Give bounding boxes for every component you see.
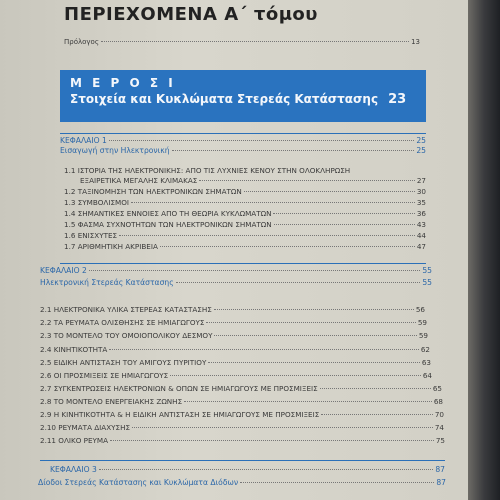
toc-entry-page: 64 <box>422 371 432 380</box>
leader-dots <box>214 309 414 310</box>
chapter-rule <box>60 133 426 134</box>
toc-entry <box>40 436 445 445</box>
toc-entry-page: 56 <box>415 305 425 314</box>
prologue-entry <box>64 38 420 46</box>
toc-entry-page: 59 <box>417 318 427 327</box>
toc-entry-text: 2.4 ΚΙΝΗΤΙΚΟΤΗΤΑ <box>40 345 108 354</box>
toc-entry <box>40 331 428 340</box>
toc-entry-text: 2.2 ΤΑ ΡΕΥΜΑΤΑ ΟΛΙΣΘΗΣΗΣ ΣΕ ΗΜΙΑΓΩΓΟΥΣ <box>40 318 205 327</box>
leader-dots <box>160 246 415 247</box>
toc-entry-page: 35 <box>416 198 426 207</box>
toc-entry-page: 59 <box>418 331 428 340</box>
chapter-page: 87 <box>435 465 445 474</box>
toc-entry-page: 27 <box>416 176 426 185</box>
page-title: ΠΕΡΙΕΧΟΜΕΝΑ Α΄ τόμου <box>64 4 318 25</box>
leader-dots <box>320 388 431 389</box>
part-title-line <box>70 92 406 107</box>
toc-entry-text: 1.6 ΕΝΙΣΧΥΤΕΣ <box>64 231 118 240</box>
leader-dots <box>170 375 421 376</box>
toc-entry <box>40 384 442 393</box>
toc-entry-text: 2.1 ΗΛΕΚΤΡΟΝΙΚΑ ΥΛΙΚΑ ΣΤΕΡΕΑΣ ΚΑΤΑΣΤΑΣΗΣ <box>40 305 212 314</box>
toc-entry-text: 2.3 ΤΟ ΜΟΝΤΕΛΟ ΤΟΥ ΟΜΟΙΟΠΟΛΙΚΟΥ ΔΕΣΜΟΥ <box>40 331 213 340</box>
chapter-rule <box>60 263 426 264</box>
chapter-1-label-entry <box>60 136 426 145</box>
leader-dots <box>240 482 434 483</box>
leader-dots <box>199 180 415 181</box>
toc-entry <box>64 231 426 240</box>
toc-entry-page: 62 <box>420 345 430 354</box>
leader-dots <box>244 191 415 192</box>
chapter-3-title-entry <box>38 478 446 487</box>
toc-entry-page: 65 <box>432 384 442 393</box>
part-label: Μ Ε Ρ Ο Σ Ι <box>70 76 176 90</box>
chapter-page: 25 <box>416 146 426 155</box>
toc-entry-text: 1.2 ΤΑΞΙΝΟΜΗΣΗ ΤΩΝ ΗΛΕΚΤΡΟΝΙΚΩΝ ΣΗΜΑΤΩΝ <box>64 187 242 196</box>
toc-entry-text: 2.5 ΕΙΔΙΚΗ ΑΝΤΙΣΤΑΣΗ ΤΟΥ ΑΜΙΓΟΥΣ ΠΥΡΙΤΙΟΥ <box>40 358 207 367</box>
chapter-label: ΚΕΦΑΛΑΙΟ 1 <box>60 136 107 145</box>
toc-entry <box>64 209 426 218</box>
leader-dots <box>110 440 434 441</box>
toc-entry <box>40 423 444 432</box>
toc-entry-text: 1.7 ΑΡΙΘΜΗΤΙΚΗ ΑΚΡΙΒΕΙΑ <box>64 242 158 251</box>
toc-entry-text: 2.6 ΟΙ ΠΡΟΣΜΙΞΕΙΣ ΣΕ ΗΜΙΑΓΩΓΟΥΣ <box>40 371 169 380</box>
chapter-rule <box>40 460 445 461</box>
toc-entry <box>64 187 426 196</box>
leader-dots <box>214 335 416 336</box>
leader-dots <box>274 224 415 225</box>
toc-entry-page: 47 <box>416 242 426 251</box>
toc-entry-text: 2.9 Η ΚΙΝΗΤΙΚΟΤΗΤΑ & Η ΕΙΔΙΚΗ ΑΝΤΙΣΤΑΣΗ ΣΕ ΗΜΙΑΓΩΓΟΥΣ ΜΕ ΠΡΟΣΜΙΞΕΙΣ <box>40 410 320 419</box>
leader-dots <box>109 140 415 141</box>
toc-entry-text: 2.11 ΟΛΙΚΟ ΡΕΥΜΑ <box>40 436 109 445</box>
leader-dots <box>109 349 419 350</box>
leader-dots <box>89 270 421 271</box>
leader-dots <box>131 202 415 203</box>
leader-dots <box>208 362 419 363</box>
leader-dots <box>119 235 415 236</box>
toc-entry-text: 1.1 ΙΣΤΟΡΙΑ ΤΗΣ ΗΛΕΚΤΡΟΝΙΚΗΣ: ΑΠΟ ΤΙΣ ΛΥΧΝΙΕΣ ΚΕΝΟΥ ΣΤΗΝ ΟΛΟΚΛΗΡΩΣΗ <box>64 166 351 175</box>
toc-entry <box>40 345 430 354</box>
toc-entry-text: 2.8 ΤΟ ΜΟΝΤΕΛΟ ΕΝΕΡΓΕΙΑΚΗΣ ΖΩΝΗΣ <box>40 397 183 406</box>
leader-dots <box>176 282 421 283</box>
toc-entry <box>80 176 426 185</box>
prologue-page: 13 <box>411 38 420 46</box>
toc-entry <box>64 220 426 229</box>
leader-dots <box>101 41 409 42</box>
toc-entry-text: 1.5 ΦΑΣΜΑ ΣΥΧΝΟΤΗΤΩΝ ΤΩΝ ΗΛΕΚΤΡΟΝΙΚΩΝ ΣΗΜΑΤΩΝ <box>64 220 272 229</box>
toc-entry <box>64 198 426 207</box>
leader-dots <box>99 469 434 470</box>
toc-entry <box>64 166 426 175</box>
toc-entry <box>64 242 426 251</box>
toc-entry-page: 43 <box>416 220 426 229</box>
chapter-page: 87 <box>436 478 446 487</box>
toc-entry-page: 70 <box>434 410 444 419</box>
chapter-page: 25 <box>416 136 426 145</box>
part-title: Στοιχεία και Κυκλώματα Στερεάς Κατάστασης <box>70 92 379 106</box>
toc-entry-page: 68 <box>433 397 443 406</box>
leader-dots <box>206 322 415 323</box>
toc-entry <box>40 305 425 314</box>
chapter-3-label-entry <box>50 465 445 474</box>
leader-dots <box>273 213 414 214</box>
toc-entry <box>40 318 427 327</box>
chapter-label: ΚΕΦΑΛΑΙΟ 2 <box>40 266 87 275</box>
part-banner <box>60 70 426 122</box>
toc-entry-page: 75 <box>435 436 445 445</box>
chapter-title: Ηλεκτρονική Στερεάς Κατάστασης <box>40 278 174 287</box>
chapter-2-label-entry <box>40 266 432 275</box>
leader-dots <box>172 150 415 151</box>
toc-entry-page: 36 <box>416 209 426 218</box>
chapter-2-title-entry <box>40 278 432 287</box>
toc-entry-page: 30 <box>416 187 426 196</box>
leader-dots <box>132 427 433 428</box>
toc-entry-text: 2.10 ΡΕΥΜΑΤΑ ΔΙΑΧΥΣΗΣ <box>40 423 131 432</box>
chapter-title: Εισαγωγή στην Ηλεκτρονική <box>60 146 170 155</box>
book-edge-shadow <box>468 0 500 500</box>
chapter-title: Δίοδοι Στερεάς Κατάστασης και Κυκλώματα Διόδων <box>38 478 239 487</box>
leader-dots <box>184 401 432 402</box>
chapter-1-title-entry <box>60 146 426 155</box>
part-page: 23 <box>388 92 407 107</box>
toc-entry-page: 44 <box>416 231 426 240</box>
chapter-page: 55 <box>422 278 432 287</box>
toc-entry-page: 63 <box>421 358 431 367</box>
toc-entry-page: 74 <box>434 423 444 432</box>
toc-entry <box>40 371 432 380</box>
toc-entry-text: ΕΞΑΙΡΕΤΙΚΑ ΜΕΓΑΛΗΣ ΚΛΙΜΑΚΑΣ <box>80 176 198 185</box>
toc-entry <box>40 410 444 419</box>
chapter-label: ΚΕΦΑΛΑΙΟ 3 <box>50 465 97 474</box>
leader-dots <box>321 414 433 415</box>
toc-entry <box>40 397 443 406</box>
toc-entry <box>40 358 431 367</box>
chapter-page: 55 <box>422 266 432 275</box>
toc-entry-text: 1.4 ΣΗΜΑΝΤΙΚΕΣ ΕΝΝΟΙΕΣ ΑΠΟ ΤΗ ΘΕΩΡΙΑ ΚΥΚΛΩΜΑΤΩΝ <box>64 209 272 218</box>
prologue-label: Πρόλογος <box>64 38 99 46</box>
toc-entry-text: 2.7 ΣΥΓΚΕΝΤΡΩΣΕΙΣ ΗΛΕΚΤΡΟΝΙΩΝ & ΟΠΩΝ ΣΕ ΗΜΙΑΓΩΓΟΥΣ ΜΕ ΠΡΟΣΜΙΞΕΙΣ <box>40 384 318 393</box>
toc-entry-text: 1.3 ΣΥΜΒΟΛΙΣΜΟΙ <box>64 198 129 207</box>
